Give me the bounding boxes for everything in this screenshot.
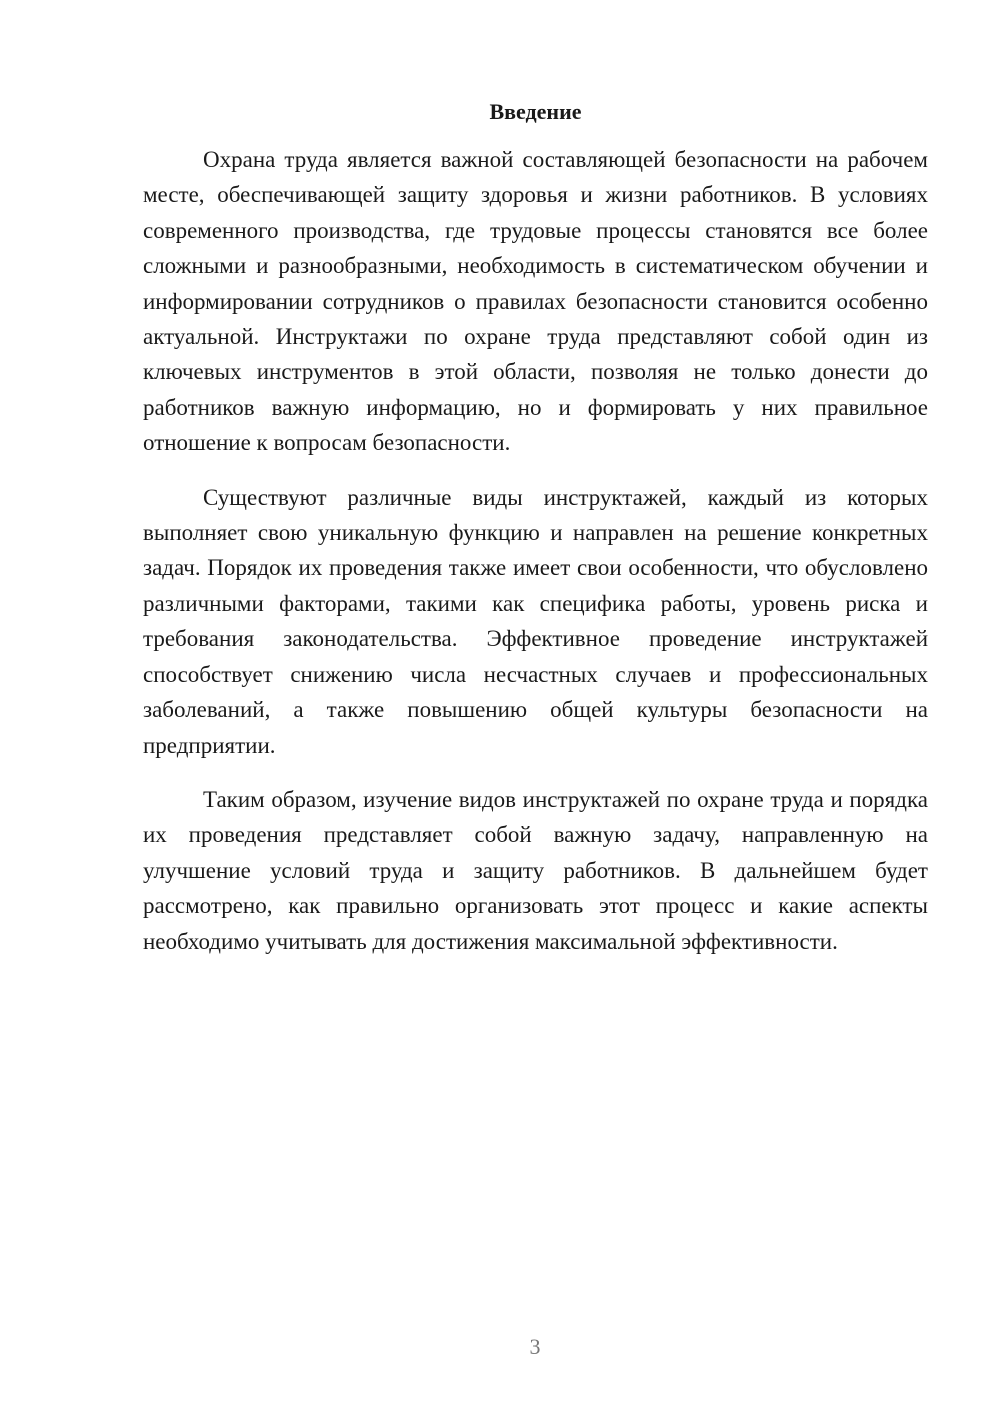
paragraph-3: Таким образом, изучение видов инструктажей по охране труда и порядка их проведения представляет собой важную задачу, направленную на улучшение условий труда и защиту работников. В дальнейшем будет рассмотрено, как правильно организовать этот процесс и какие аспекты необходимо учитывать для достижения максимальной эффективности.	[143, 786, 928, 954]
paragraph-2: Существуют различные виды инструктажей, каждый из которых выполняет свою уникальную функцию и направлен на решение конкретных задач. Порядок их проведения также имеет свои особенности, что обусловлено различными факторами, такими как специфика работы, уровень риска и требования законодательства. Эффективное проведение инструктажей способствует снижению числа несчастных случаев и профессиональных заболеваний, а также повышению общей культуры безопасности на предприятии.	[143, 484, 928, 758]
page-heading: Введение	[489, 99, 582, 124]
paragraph-1: Охрана труда является важной составляющей безопасности на рабочем месте, обеспечивающей защиту здоровья и жизни работников. В условиях современного производства, где трудовые процессы становятся все более сложными и разнообразными, необходимость в систематическом обучении и информировании сотрудников о правилах безопасности становится особенно актуальной. Инструктажи по охране труда представляют собой один из ключевых инструментов в этой области, позволяя не только донести до работников важную информацию, но и формировать у них правильное отношение к вопросам безопасности.	[143, 147, 928, 456]
body-text	[143, 142, 928, 978]
page-number: 3	[529, 1334, 541, 1359]
